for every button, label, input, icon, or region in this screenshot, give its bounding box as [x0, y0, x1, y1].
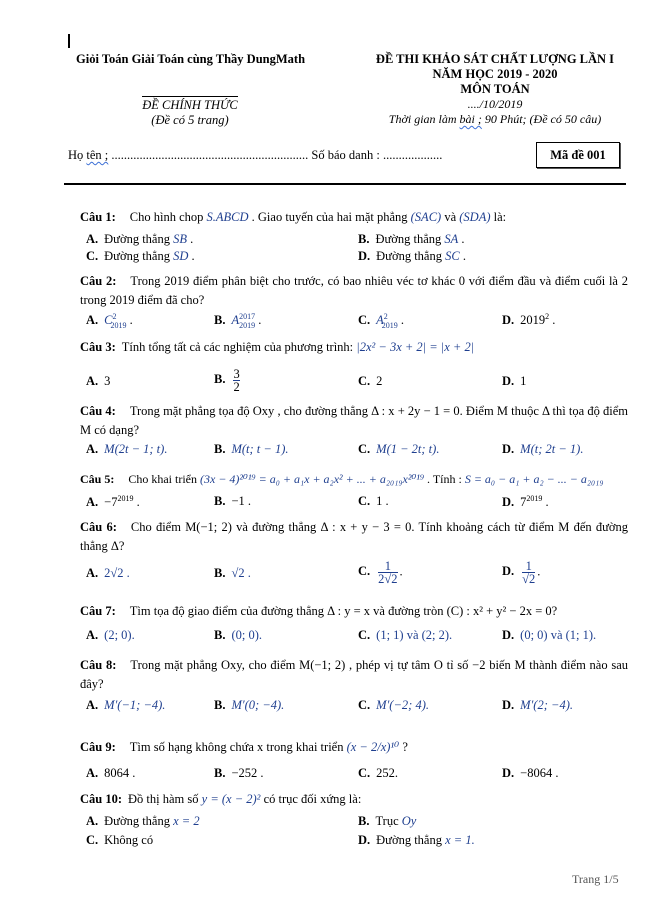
- option-d: D. Đường thẳng SC .: [358, 249, 466, 263]
- question-9: Câu 9: Tìm số hạng không chứa x trong khai triển (x − 2/x)¹⁰ ?: [80, 740, 408, 754]
- option-d: D. 2019$^2$ .: [502, 312, 556, 328]
- option-c: C. Đường thẳng SD .: [86, 249, 195, 263]
- option-a: A. M(2t − 1; t).: [86, 442, 168, 456]
- pages-note: (Đề có 5 trang): [151, 113, 229, 127]
- name-field[interactable]: ...............................................................: [108, 148, 312, 162]
- option-c: C. 2: [358, 374, 383, 388]
- option-a: A. 8064 .: [86, 766, 136, 780]
- option-a: A. Đường thẳng SB .: [86, 232, 194, 246]
- question-10: Câu 10: Đồ thị hàm số y = (x − 2)² có trục đối xứng là:: [80, 792, 362, 806]
- question-1: Câu 1: Cho hình chop S.ABCD . Giao tuyến của hai mặt phẳng (SAC) và (SDA) là:: [80, 210, 507, 224]
- option-c: C. M(1 − 2t; t).: [358, 442, 440, 456]
- official-label: ĐỀ CHÍNH THỨC: [142, 98, 238, 112]
- option-b: B. $A^{2017}_{2019}$ .: [214, 312, 262, 330]
- option-c: C. $\frac{1}{2√2}$ .: [358, 559, 403, 586]
- option-d: D. −8064 .: [502, 766, 559, 780]
- publisher-title: Giỏi Toán Giải Toán cùng Thầy DungMath: [76, 52, 306, 66]
- question-4: Câu 4: Trong mặt phẳng tọa độ Oxy , cho đường thẳng Δ : x + 2y − 1 = 0. Điểm M thuộc Δ thì tọa độ điểm M có dạng?: [80, 404, 628, 437]
- option-c: C. Không có: [86, 833, 154, 847]
- option-d: D. M′(2; −4).: [502, 698, 573, 712]
- option-a: A. 2√2 .: [86, 566, 130, 580]
- option-a: A. Đường thẳng x = 2: [86, 814, 200, 828]
- id-label: Số báo danh :: [311, 148, 383, 162]
- question-7: Câu 7: Tìm tọa độ giao điểm của đường thẳng Δ : y = x và đường tròn (C) : x² + y² − 2x = 0?: [80, 604, 558, 618]
- option-a: A. $C^2_{2019}$ .: [86, 312, 133, 330]
- exam-duration: Thời gian làm bài ; 90 Phút; (Đề có 50 câu): [388, 112, 602, 126]
- option-c: C. 1 .: [358, 494, 389, 508]
- text-cursor: [68, 34, 70, 48]
- option-b: B. −1 .: [214, 494, 252, 508]
- header-divider: [64, 183, 626, 185]
- option-a: A. M′(−1; −4).: [86, 698, 166, 712]
- exam-title: ĐỀ THI KHẢO SÁT CHẤT LƯỢNG LẦN I: [375, 52, 615, 66]
- question-8: Câu 8: Trong mặt phẳng Oxy, cho điểm M(−1; 2) , phép vị tự tâm O tỉ số −2 biến M thành điểm nào sau đây?: [80, 658, 628, 691]
- exam-date: ..../10/2019: [467, 97, 523, 111]
- option-b: B. $\frac{3}{2}$: [214, 367, 240, 394]
- option-a: A. (2; 0).: [86, 628, 135, 642]
- option-b: B. Đường thẳng SA .: [358, 232, 465, 246]
- option-d: D. $7^{2019}$ .: [502, 494, 549, 510]
- option-b: B. √2 .: [214, 566, 251, 580]
- spellcheck-word[interactable]: tên ;: [86, 148, 109, 162]
- spellcheck-word[interactable]: bài ;: [459, 112, 482, 126]
- subject: MÔN TOÁN: [460, 82, 530, 96]
- option-d: D. M(t; 2t − 1).: [502, 442, 584, 456]
- option-b: B. M′(0; −4).: [214, 698, 285, 712]
- option-d: D. $\frac{1}{√2}$ .: [502, 559, 541, 586]
- official-label-block: [110, 96, 270, 128]
- exam-code-box: Mã đề 001: [536, 142, 620, 168]
- id-field[interactable]: ...................: [382, 148, 443, 162]
- option-d: D. (0; 0) và (1; 1).: [502, 628, 597, 642]
- page-number: Trang 1/5: [572, 872, 619, 886]
- option-a: A. 3: [86, 374, 111, 388]
- question-3: Câu 3: Tính tổng tất cả các nghiệm của phương trình: |2x² − 3x + 2| = |x + 2|: [80, 340, 475, 354]
- option-b: B. (0; 0).: [214, 628, 263, 642]
- option-c: C. M′(−2; 4).: [358, 698, 429, 712]
- option-a: A. $-7^{2019}$ .: [86, 494, 140, 510]
- exam-header: [350, 52, 640, 127]
- option-c: C. $A^2_{2019}$ .: [358, 312, 405, 330]
- question-6: Câu 6: Cho điểm M(−1; 2) và đường thẳng Δ : x + y − 3 = 0. Tính khoảng cách từ điểm M đến đường thẳng Δ?: [80, 520, 628, 553]
- option-d: D. 1: [502, 374, 527, 388]
- option-b: B. −252 .: [214, 766, 264, 780]
- question-5: Câu 5: Cho khai triển (3x − 4)²⁰¹⁹ = a₀ + a₁x + a₂x² + ... + a₂₀₁₉x²⁰¹⁹ . Tính : S = a₀ − a₁ + a₂ − ... − a₂₀₁₉: [80, 472, 604, 486]
- school-year: NĂM HỌC 2019 - 2020: [432, 67, 558, 81]
- option-c: C. 252.: [358, 766, 399, 780]
- student-info-row: [68, 148, 442, 163]
- option-c: C. (1; 1) và (2; 2).: [358, 628, 453, 642]
- option-b: B. M(t; t − 1).: [214, 442, 289, 456]
- option-b: B. Trục Oy: [358, 814, 417, 828]
- name-label: Họ tên ;: [68, 148, 109, 162]
- question-2: Câu 2: Trong 2019 điểm phân biệt cho trước, có bao nhiêu véc tơ khác 0 với điểm đầu và điểm cuối là 2 trong 2019 điểm đã cho?: [80, 274, 628, 307]
- option-d: D. Đường thẳng x = 1.: [358, 833, 475, 847]
